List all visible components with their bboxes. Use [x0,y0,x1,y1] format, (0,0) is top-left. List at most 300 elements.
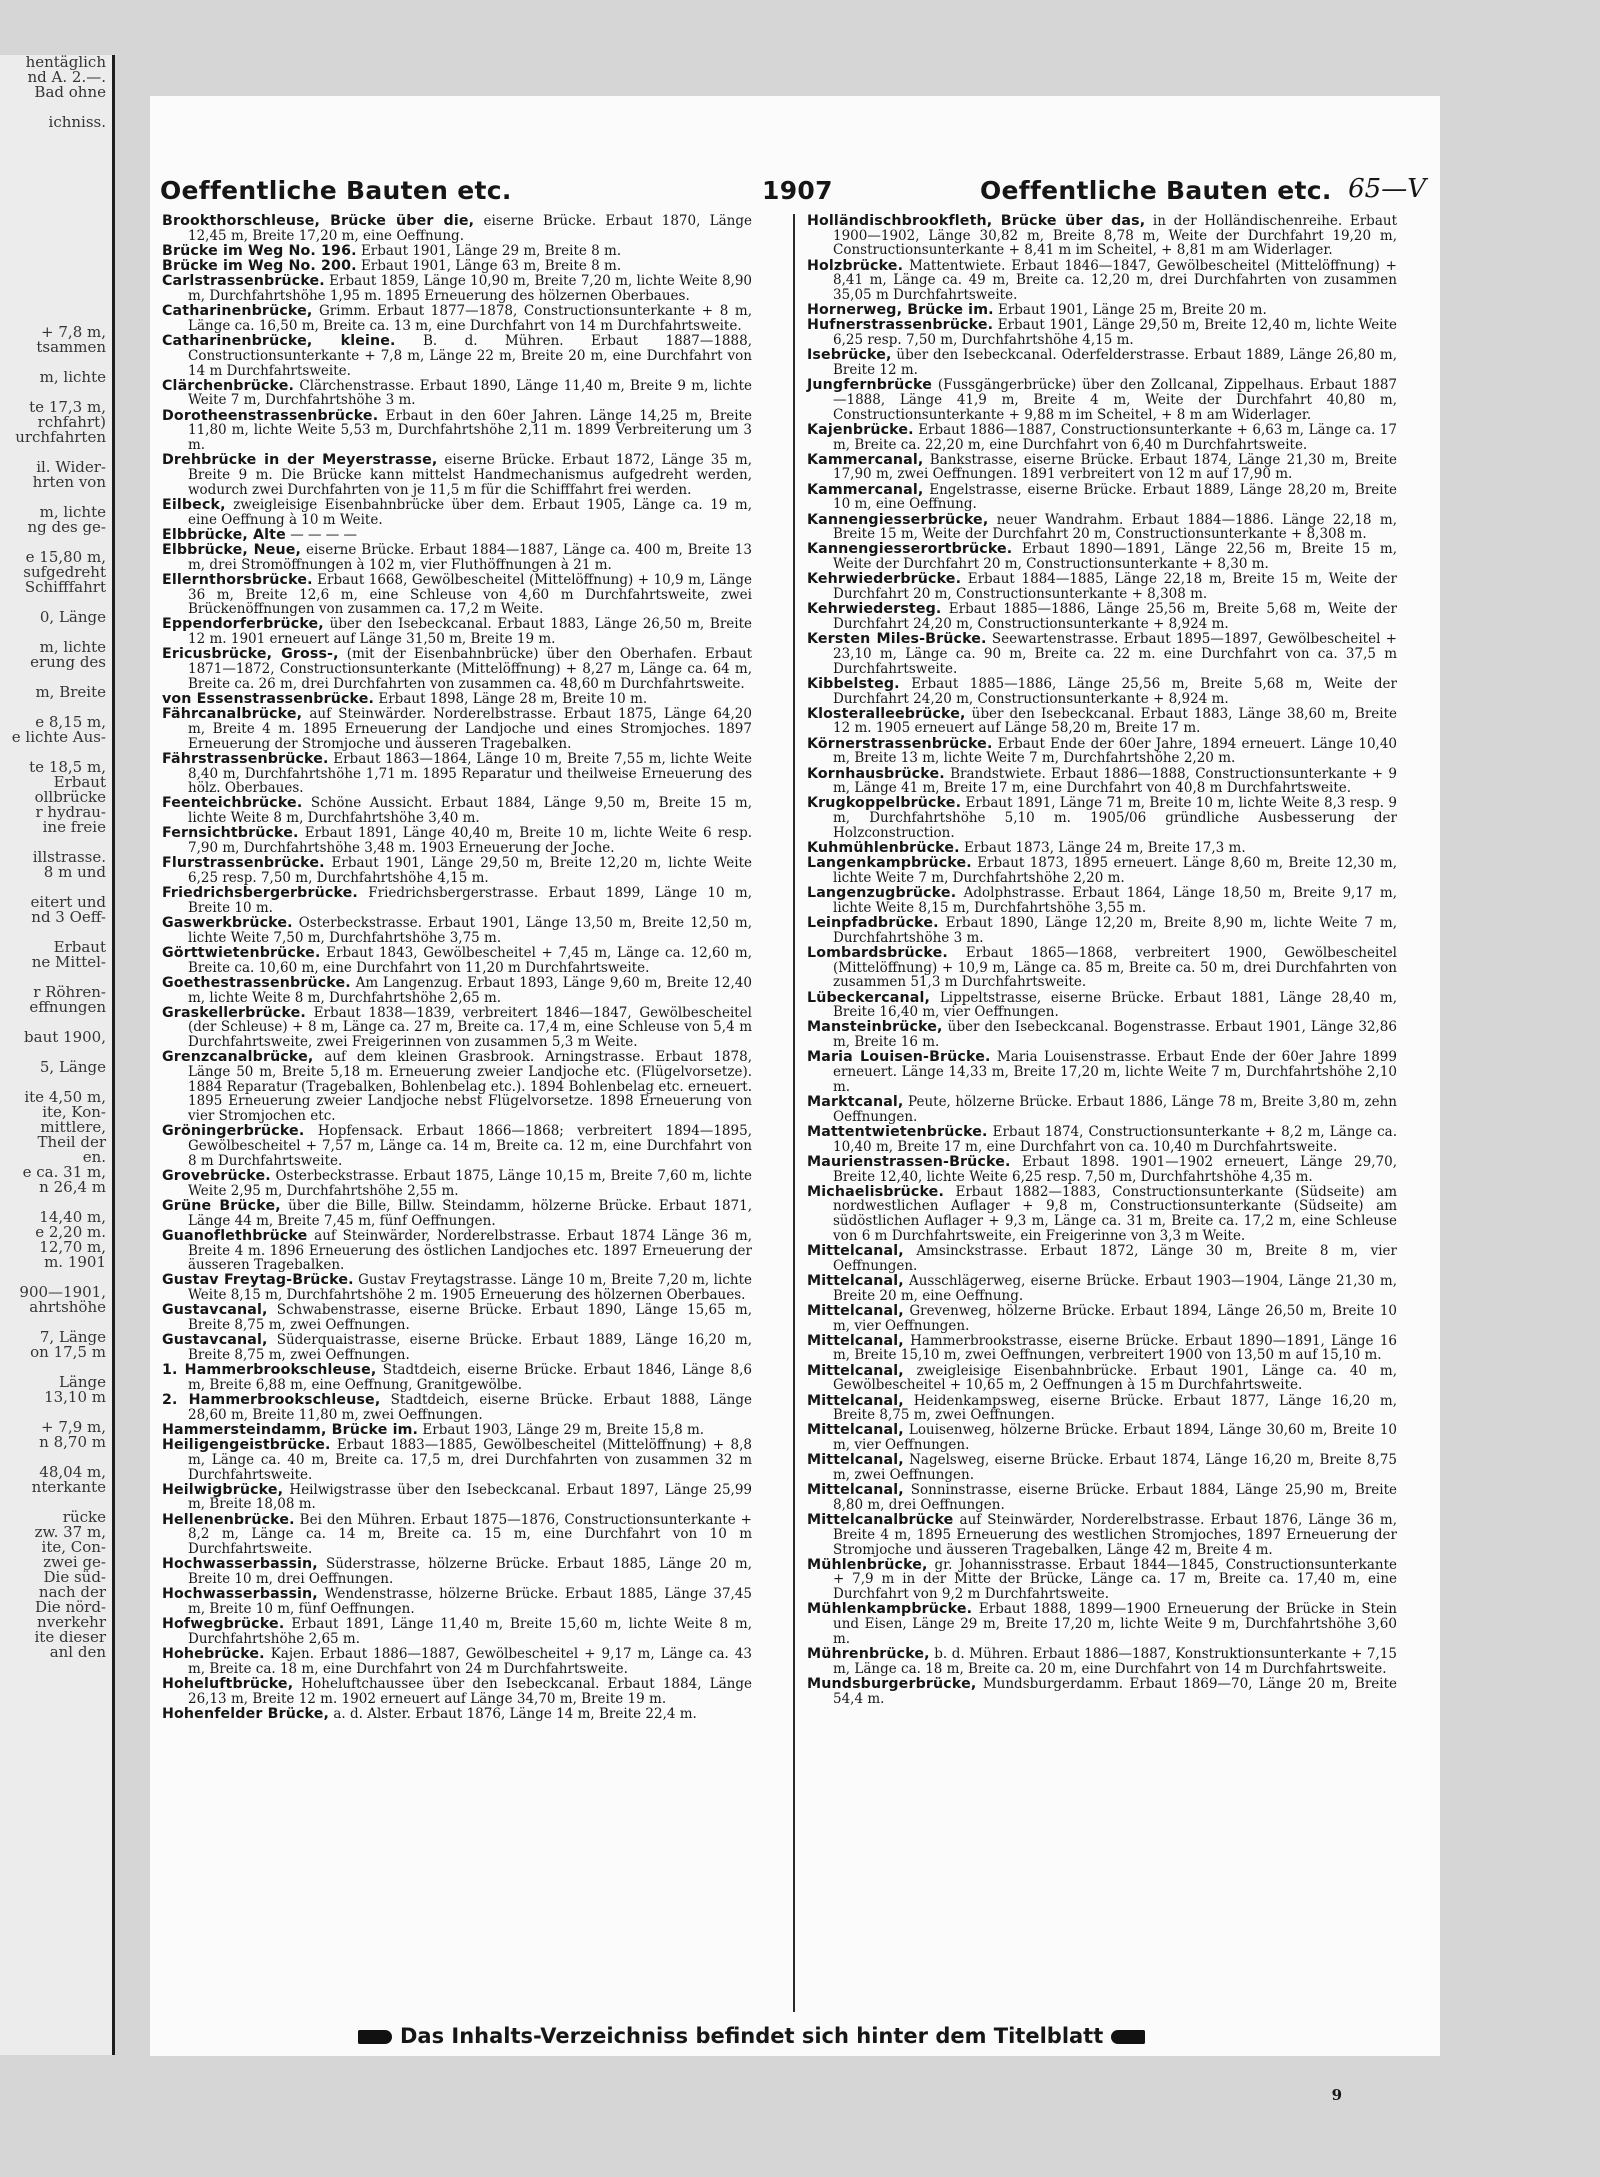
entry-name: Brücke im Weg No. 196. [162,242,357,259]
entry-text: Grevenweg, hölzerne Brücke. Erbaut 1894, Länge 26,50 m, Breite 10 m, vier Oeffnungen. [833,1302,1397,1334]
entry-text: Erbaut 1882—1883, Constructionsunterkante (Südseite) am nordwestlichen Auflager + 9,8 m, Constructionsunterkante (Südseite) am südöstlichen Auflager + 9,3 m, Länge ca. 31 m, Breite ca. 17,2 m, eine Schleuse von 6 m Durchfahrtsweite, ein Freigerinne von 3,3 m Weite. [833,1183,1397,1244]
edge-line: e 2,20 m. [35,1223,106,1241]
entry-text: über den Isebeckcanal. Erbaut 1883, Länge 38,60 m, Breite 12 m. 1905 erneuert auf Länge 58,20 m, Breite 17 m. [833,705,1397,737]
entry-text: Erbaut 1898. 1901—1902 erneuert, Länge 29,70, Breite 12,40, lichte Weite 6,25 resp. 7,50 m, Durchfahrtshöhe 4,35 m. [833,1153,1397,1185]
entry [807,259,1397,303]
entry [807,1050,1397,1094]
entry [807,856,1397,885]
entry [162,1677,752,1706]
edge-line [0,160,112,175]
entry [807,453,1397,482]
entry-text: über den Isebeckcanal. Erbaut 1883, Länge 26,50 m, Breite 12 m. 1901 erneuert auf Länge 31,50 m, Breite 19 m. [188,616,752,648]
entry-text: Osterbeckstrasse. Erbaut 1901, Länge 13,50 m, Breite 12,50 m, lichte Weite 7,50 m, Durchfahrtshöhe 3,75 m. [188,915,752,946]
entry-name: Elbbrücke, Neue, [162,541,302,558]
entry [162,379,752,408]
entry [162,498,752,527]
edge-line: illstrasse. [32,848,106,866]
year-heading: 1907 [762,176,833,205]
edge-line: hentäglich [25,55,106,71]
entry-name: Holzbrücke. [807,257,904,274]
entry [162,1513,752,1557]
entry [807,796,1397,840]
edge-line: zw. 37 m, [34,1523,106,1541]
entry-text: Erbaut 1891, Länge 11,40 m, Breite 15,60 m, lichte Weite 8 m, Durchfahrtshöhe 2,65 m. [188,1616,752,1647]
entry [807,1185,1397,1244]
document-page [150,96,1440,2104]
edge-line [0,235,112,250]
entry-text: Erbaut 1891, Länge 71 m, Breite 10 m, lichte Weite 8,3 resp. 9 m, Durchfahrtshöhe 5,10 m. 1905/06 gründliche Ausbesserung der Holzconstruction. [833,795,1397,841]
entry [807,572,1397,601]
column-divider [793,214,795,2012]
signature-mark: 9 [1331,2086,1342,2104]
entry-text: Erbaut 1843, Gewölbescheitel + 7,45 m, Länge ca. 12,60 m, Breite ca. 10,60 m, eine Durchfahrt von 11,20 m Durchfahrtsweite. [188,944,752,976]
entry-text: Erbaut 1885—1886, Länge 25,56 m, Breite 5,68 m, Weite der Durchfahrt 24,20 m, Constructionsunterkante + 8,924 m. [833,601,1398,632]
entry-name: Fernsichtbrücke. [162,825,299,842]
entry-text: Heilwigstrasse über den Isebeckcanal. Erbaut 1897, Länge 25,99 m, Breite 18,08 m. [188,1481,753,1513]
edge-line: ollbrücke [34,788,106,806]
edge-line: m, lichte [39,638,106,656]
entry [162,692,752,707]
entry-name: Hellenenbrücke. [162,1511,295,1528]
edge-line: eitert und [30,893,106,911]
entry-name: Holländischbrookfleth, Brücke über das, [807,213,1146,229]
edge-line [0,265,112,280]
entry-text: Seewartenstrasse. Erbaut 1895—1897, Gewölbescheitel + 23,10 m, Länge ca. 90 m, Breite ca. 22 m. eine Durchfahrt von ca. 37,5 m Durchfahrtsweite. [833,631,1397,677]
entry-name: Hufnerstrassenbrücke. [807,317,994,334]
edge-line: ite, Kon- [42,1103,106,1121]
entry-text: Schwabenstrasse, eiserne Brücke. Erbaut 1890, Länge 15,65 m, Breite 8,75 m, zwei Oeffnungen. [188,1302,753,1334]
entry-name: Catharinenbrücke, kleine. [162,333,396,350]
entry [162,796,752,825]
entry [162,573,752,617]
entry [162,1483,752,1512]
entry [162,1273,752,1302]
entry [807,1483,1397,1512]
entry-name: Krugkoppelbrücke. [807,795,962,812]
entry-text: Nagelsweg, eiserne Brücke. Erbaut 1874, Länge 16,20 m, Breite 8,75 m, zwei Oeffnungen. [833,1452,1397,1484]
entry [162,856,752,885]
edge-line: hrten von [32,473,106,491]
edge-line: en. [82,1148,106,1166]
edge-line [0,175,112,190]
entry-text: Stadtdeich, eiserne Brücke. Erbaut 1888, Länge 28,60 m, Breite 11,80 m, zwei Oeffnungen. [188,1392,752,1423]
entry-name: Kammercanal, [807,451,924,468]
entry [162,1647,752,1676]
entry-name: Maurienstrassen-Brücke. [807,1153,1011,1170]
entry [807,1095,1397,1124]
entry [807,1558,1397,1602]
edge-line [0,250,112,265]
entry-text: Brandstwiete. Erbaut 1886—1888, Constructionsunterkante + 9 m, Länge 41 m, Breite 17 m, eine Durchfahrt von 40,8 m Durchfahrtsweite. [833,765,1397,797]
edge-line: Die süd- [43,1568,106,1586]
left-column [162,214,752,1722]
edge-line: 900—1901, [19,1283,106,1301]
entry-text: Erbaut 1890—1891, Länge 22,56 m, Breite 15 m, Weite der Durchfahrt 20 m, Constructionsunterkante + 8,30 m. [833,541,1397,573]
entry-name: Catharinenbrücke, [162,303,313,320]
entry-name: Kehrwiedersteg. [807,601,942,618]
edge-line [0,190,112,205]
entry-name: Lombardsbrücke. [807,944,948,961]
entry-text: Gustav Freytagstrasse. Länge 10 m, Breite 7,20 m, lichte Weite 8,15 m, Durchfahrtshöhe 2 m. 1905 Erneuerung des hölzernen Oberbaues. [188,1272,752,1304]
entry [162,1707,752,1722]
entry-name: Hohenfelder Brücke, [162,1705,330,1722]
edge-line: mittlere, [40,1118,106,1136]
edge-line: + 7,9 m, [41,1418,106,1436]
entry-name: Mührenbrücke, [807,1646,930,1662]
entry-name: Mundsburgerbrücke, [807,1675,977,1692]
entry [162,1557,752,1586]
entry [807,1513,1397,1557]
entry-name: Guanoflethbrücke [162,1227,308,1244]
entry-text: zweigleisige Eisenbahnbrücke über dem. Erbaut 1905, Länge ca. 19 m, eine Oeffnung à 10 m Weite. [188,496,752,528]
entry-text: Erbaut 1668, Gewölbescheitel (Mittelöffnung) + 10,9 m, Länge 36 m, Breite 12,6 m, eine Schleuse von 4,60 m Durchfahrtsweite, zwei Brückenöffnungen von zusammen ca. 17,2 m Weite. [188,571,753,618]
entry-name: Hornerweg, Brücke im. [807,302,994,319]
entry [807,1125,1397,1154]
entry-name: Hammersteindamm, Brücke im. [162,1421,419,1438]
edge-line: sufgedreht [23,563,106,581]
edge-line: on 17,5 m [30,1343,106,1361]
previous-page-edge [0,55,115,2055]
entry-name: Gröningerbrücke. [162,1123,305,1140]
entry [162,1199,752,1228]
edge-line: + 7,8 m, [41,323,106,341]
entry-name: Mittelcanal, [807,1392,904,1409]
entry-name: Gustavcanal, [162,1332,268,1349]
entry-name: Mittelcanal, [807,1422,904,1439]
entry-name: Grenzcanalbrücke, [162,1049,314,1066]
entry-text: Erbaut 1891, Länge 40,40 m, Breite 10 m, lichte Weite 6 resp. 7,90 m, Durchfahrtshöhe 3,48 m. 1903 Erneuerung der Joche. [188,825,753,857]
entry-text: — — — — [290,526,358,543]
entry [807,378,1397,422]
edge-line: m, Breite [35,683,106,701]
entry-text: B. d. Mühren. Erbaut 1887—1888, Constructionsunterkante + 7,8 m, Länge 22 m, Breite 20 m, eine Durchfahrt von 14 m Durchfahrtsweite. [188,333,752,379]
entry-name: Mansteinbrücke, [807,1019,943,1036]
entry-text: Erbaut 1901, Länge 25 m, Breite 20 m. [997,302,1267,319]
entry-text: Erbaut 1888, 1899—1900 Erneuerung der Brücke in Stein und Eisen, Länge 29 m, Breite 17,20 m, lichte Weite 9 m, Durchfahrtshöhe 3,60 m. [833,1601,1398,1647]
edge-line: nd A. 2.—. [27,68,106,86]
entry-text: Erbaut 1865—1868, verbreitert 1900, Gewölbescheitel (Mittelöffnung) + 10,9 m, Länge ca. 85 m, Breite ca. 50 m, drei Durchfahrten von zusammen 51,3 m Durchfahrtsweite. [833,944,1397,991]
entry-name: Mittelcanal, [807,1302,904,1319]
entry-name: Mittelcanal, [807,1362,904,1379]
entry-name: Hofwegbrücke. [162,1616,285,1633]
edge-line: r Röhren- [33,983,106,1001]
entry-text: Stadtdeich, eiserne Brücke. Erbaut 1846, Länge 8,6 m, Breite 6,88 m, eine Oeffnung, Granitgewölbe. [188,1362,752,1393]
entry [807,303,1397,318]
pointing-hand-icon [1111,2030,1145,2044]
entry-text: Erbaut 1859, Länge 10,90 m, Breite 7,20 m, lichte Weite 8,90 m, Durchfahrtshöhe 1,95 m. 1895 Erneuerung des hölzernen Oberbaues. [188,273,753,305]
entry-text: Süderstrasse, hölzerne Brücke. Erbaut 1885, Länge 20 m, Breite 10 m, drei Oeffnungen. [188,1556,753,1587]
entry [807,707,1397,736]
entry-name: Leinpfadbrücke. [807,915,939,932]
edge-line: Die nörd- [34,1598,106,1616]
entry-name: Görttwietenbrücke. [162,944,321,961]
entry-text: Mattentwiete. Erbaut 1846—1847, Gewölbescheitel (Mittelöffnung) + 8,41 m, Länge ca. 49 m, Breite ca. 12,20 m, drei Durchfahrten von zusammen 35,05 m Durchfahrtsweite. [833,257,1397,304]
entry-text: Mundsburgerdamm. Erbaut 1869—70, Länge 20 m, Breite 54,4 m. [833,1675,1397,1707]
entry [807,1020,1397,1049]
entry-text: Sonninstrasse, eiserne Brücke. Erbaut 1884, Länge 25,90 m, Breite 8,80 m, drei Oeffnungen. [833,1482,1397,1513]
entry-name: Mittelcanal, [807,1332,904,1349]
edge-line: anl den [49,1643,106,1661]
entry-name: Kajenbrücke. [807,421,914,438]
edge-line: e ca. 31 m, [22,1163,106,1181]
edge-line: ng des ge- [27,518,106,536]
entry-name: Dorotheenstrassenbrücke. [162,407,379,424]
entry-text: Hammerbrookstrasse, eiserne Brücke. Erbaut 1890—1891, Länge 16 m, Breite 15,10 m, zwei Oeffnungen, verbreitert 1900 von 13,50 m auf 15,10 m. [833,1332,1397,1364]
entry [162,976,752,1005]
entry-text: Osterbeckstrasse. Erbaut 1875, Länge 10,15 m, Breite 7,60 m, lichte Weite 2,95 m, Durchfahrtshöhe 2,55 m. [188,1168,753,1199]
edge-line: ite, Con- [41,1538,106,1556]
entry-name: Kersten Miles-Brücke. [807,631,987,648]
entry-name: Kibbelsteg. [807,675,900,692]
entry [807,916,1397,945]
edge-line: ite dieser [34,1628,106,1646]
entry-name: Graskellerbrücke. [162,1004,306,1021]
edge-line: Erbaut [53,773,106,791]
entry [807,483,1397,512]
entry [807,1647,1397,1676]
edge-line: 7, Länge [39,1328,106,1346]
entry [162,259,752,274]
edge-line: m. 1901 [44,1253,106,1271]
entry [807,1453,1397,1482]
entry-text: Bankstrasse, eiserne Brücke. Erbaut 1874, Länge 21,30 m, Breite 17,90 m, zwei Oeffnungen. 1891 verbreitert von 12 m auf 17,90 m. [833,451,1398,483]
running-head-right: Oeffentliche Bauten etc. [980,176,1332,205]
edge-line: m, lichte [39,368,106,386]
entry-text: Erbaut 1883—1885, Gewölbescheitel (Mittelöffnung) + 8,8 m, Länge ca. 40 m, Breite ca. 17,5 m, drei Durchfahrten von zusammen 32 m Durchfahrtsweite. [188,1437,752,1483]
edge-line: Schifffahrt [24,578,106,596]
entry-text: auf Steinwärder. Norderelbstrasse. Erbaut 1875, Länge 64,20 m, Breite 4 m. 1895 Erneuerung der Landjoche und eines Stromjoches. 1897 Erneuerung der Stromjoche und äusseren Tragebalken. [188,706,752,752]
edge-line: e lichte Aus- [11,728,106,746]
entry [807,1155,1397,1184]
edge-line: ite 4,50 m, [24,1088,106,1106]
entry-text: auf Steinwärder, Norderelbstrasse. Erbaut 1876, Länge 36 m, Breite 4 m, 1895 Erneuerung des westlichen Stromjoches, 1897 Erneuerung der Stromjoche und äusseren Tragebalken, Länge 42 m, Breite 4 m. [833,1512,1398,1558]
edge-line: ahrtshöhe [29,1298,106,1316]
edge-line [0,130,112,145]
entry-text: zweigleisige Eisenbahnbrücke. Erbaut 1901, Länge ca. 40 m, Gewölbescheitel + 10,65 m, 2 Oeffnungen à 15 m Durchfahrtsweite. [833,1362,1398,1394]
entry-name: Grüne Brücke, [162,1197,281,1214]
entry-text: auf dem kleinen Grasbrook. Arningstrasse. Erbaut 1878, Länge 50 m, Breite 5,18 m. Erneuerung zweier Landjoche etc. (Flügelvorsetze). 1884 Reparatur (Tragebalken, Bohlenbelag etc.). 1894 Bohlenbelag etc. erneuert. 1895 Erneuerung zweier Landjoche nebst Flügelvorsetze. 1898 Erneuerung von vier Stromjochen etc. [188,1049,752,1125]
edge-line: r hydrau- [35,803,106,821]
entry-name: Kannengiesserbrücke, [807,511,989,528]
entry-text: in der Holländischenreihe. Erbaut 1900—1902, Länge 30,82 m, Breite 8,78 m, Weite der Durchfahrt 19,20 m, Constructionsunterkante + 8,41 m im Scheitel, + 8,81 m am Widerlager. [833,213,1397,259]
edge-line: 14,40 m, [39,1208,106,1226]
edge-line: Erbaut [53,938,106,956]
entry [162,617,752,646]
entry [807,737,1397,766]
entry [162,886,752,915]
entry [807,1274,1397,1303]
entry-text: Peute, hölzerne Brücke. Erbaut 1886, Länge 78 m, Breite 3,80 m, zehn Oeffnungen. [833,1093,1398,1125]
entry [807,946,1397,990]
entry-text: Erbaut 1901, Länge 29,50 m, Breite 12,20 m, lichte Weite 6,25 resp. 7,50 m, Durchfahrtshöhe 4,15 m. [188,855,752,886]
edge-line [0,220,112,235]
entry-name: Goethestrassenbrücke. [162,974,351,991]
entry [807,991,1397,1020]
edge-line: baut 1900, [24,1028,106,1046]
entry-name: Hochwasserbassin, [162,1556,318,1573]
entry-text: Lippeltstrasse, eiserne Brücke. Erbaut 1881, Länge 28,40 m, Breite 16,40 m, vier Oeffnungen. [833,989,1397,1021]
entry [162,1333,752,1362]
entry [807,1244,1397,1273]
entry [162,1363,752,1392]
edge-line: ine freie [42,818,106,836]
edge-line: e 8,15 m, [35,713,106,731]
edge-line: 0, Länge [39,608,106,626]
edge-line: erung des [30,653,106,671]
edge-line: nterkante [31,1478,106,1496]
entry-name: Langenzugbrücke. [807,885,957,902]
entry [807,841,1397,856]
entry-text: Hopfensack. Erbaut 1866—1868; verbreitert 1894—1895, Gewölbescheitel + 7,57 m, Länge ca. 14 m, Breite ca. 12 m, eine Durchfahrt von 8 m Durchfahrtsweite. [188,1123,752,1169]
edge-line: e 15,80 m, [25,548,106,566]
entry-name: Hochwasserbassin, [162,1586,318,1603]
edge-line: m, lichte [39,503,106,521]
entry-text: Erbaut 1886—1887, Constructionsunterkante + 6,63 m, Länge ca. 17 m, Breite ca. 22,20 m, eine Durchfahrt von 6,40 m Durchfahrtsweite. [833,421,1397,453]
edge-line: nach der [38,1583,106,1601]
entry-name: Feenteichbrücke. [162,795,303,812]
entry-name: Elbbrücke, Alte [162,526,286,543]
edge-line: 12,70 m, [39,1238,106,1256]
edge-line: 5, Länge [39,1058,106,1076]
entry-name: Mittelcanal, [807,1482,904,1499]
entry-name: Mühlenkampbrücke. [807,1601,973,1618]
entry-name: Kuhmühlenbrücke. [807,840,960,857]
edge-line: n 8,70 m [39,1433,106,1451]
entry-name: Eilbeck, [162,496,226,513]
entry-name: Kannengiesserortbrücke. [807,541,1013,558]
entry-text: über die Bille, Billw. Steindamm, hölzerne Brücke. Erbaut 1871, Länge 44 m, Breite 7,45 m, fünf Oeffnungen. [188,1197,753,1229]
edge-line: urchfahrten [15,428,106,446]
entry [807,677,1397,706]
entry [162,1006,752,1050]
entry-name: 2. Hammerbrookschleuse, [162,1392,381,1409]
entry-text: Erbaut 1898, Länge 28 m, Breite 10 m. [378,691,648,707]
entry-name: Kehrwiederbrücke. [807,571,962,588]
entry [807,214,1397,258]
entry [162,244,752,259]
entry-text: (mit der Eisenbahnbrücke) über den Oberhafen. Erbaut 1871—1872, Constructionsunterkante (Mittelöffnung) + 8,27 m, Länge ca. 64 m, Breite ca. 26 m, drei Durchfahrten von zusammen ca. 48,60 m Durchfahrtsweite. [188,646,752,692]
entry-text: Hoheluftchaussee über den Isebeckcanal. Erbaut 1884, Länge 26,13 m, Breite 12 m. 1902 erneuert auf Länge 34,70 m, Breite 19 m. [188,1675,752,1707]
edge-line: n 26,4 m [39,1178,106,1196]
entry-name: Marktcanal, [807,1093,904,1110]
entry [162,647,752,691]
entry [162,752,752,796]
entry [162,1393,752,1422]
edge-line: il. Wider- [36,458,106,476]
entry-name: Maria Louisen-Brücke. [807,1049,991,1066]
entry-text: Erbaut 1884—1885, Länge 22,18 m, Breite 15 m, Weite der Durchfahrt 20 m, Constructionsunterkante + 8,308 m. [833,571,1397,603]
entry-text: Kajen. Erbaut 1886—1887, Gewölbescheitel + 9,17 m, Länge ca. 43 m, Breite ca. 18 m, eine Durchfahrt von 24 m Durchfahrtsweite. [188,1646,752,1677]
page-number: 65—V [1348,174,1426,204]
entry [162,453,752,497]
entry-name: Hohebrücke. [162,1646,265,1662]
entry [162,946,752,975]
entry-name: Körnerstrassenbrücke. [807,735,993,752]
entry [162,214,752,243]
entry [807,1423,1397,1452]
entry-name: 1. Hammerbrookschleuse, [162,1362,377,1379]
entry-name: Langenkampbrücke. [807,855,972,872]
entry [162,826,752,855]
edge-line [0,145,112,160]
entry [162,1050,752,1124]
entry-text: b. d. Mühren. Erbaut 1886—1887, Konstruktionsunterkante + 7,15 m, Länge ca. 18 m, Breite ca. 20 m, eine Durchfahrt von 14 m Durchfahrtsweite. [833,1646,1397,1677]
entry-name: Heiligengeistbrücke. [162,1437,331,1454]
entry [807,1602,1397,1646]
entry [162,1423,752,1438]
entry-text: Erbaut Ende der 60er Jahre, 1894 erneuert. Länge 10,40 m, Breite 13 m, lichte Weite 7 m, Durchfahrtshöhe 2,20 m. [833,735,1398,767]
entry-text: Friedrichsbergerstrasse. Erbaut 1899, Länge 10 m, Breite 10 m. [188,885,752,916]
edge-line: 8 m und [43,863,106,881]
entry-text: Erbaut 1890, Länge 12,20 m, Breite 8,90 m, lichte Weite 7 m, Durchfahrtshöhe 3 m. [833,915,1398,946]
entry-text: eiserne Brücke. Erbaut 1884—1887, Länge ca. 400 m, Breite 13 m, drei Stromöffnungen à 102 m, vier Fluthöffnungen à 21 m. [188,541,752,573]
edge-line: nverkehr [37,1613,106,1631]
entry-name: Mattentwietenbrücke. [807,1123,988,1140]
entry-name: Flurstrassenbrücke. [162,855,325,872]
entry-name: Fährstrassenbrücke. [162,750,329,767]
entry [162,1587,752,1616]
entry-name: Kammercanal, [807,481,924,498]
entry-name: Brookthorschleuse, Brücke über die, [162,213,475,229]
running-head-left: Oeffentliche Bauten etc. [160,176,512,205]
edge-line: 13,10 m [44,1388,106,1406]
footer-note [350,2024,1153,2048]
entry [162,334,752,378]
entry-text: über den Isebeckcanal. Oderfelderstrasse. Erbaut 1889, Länge 26,80 m, Breite 12 m. [833,347,1397,379]
entry [162,1438,752,1482]
entry-name: Fährcanalbrücke, [162,706,303,723]
entry-name: Brücke im Weg No. 200. [162,258,357,275]
entry-text: Heidenkampsweg, eiserne Brücke. Erbaut 1877, Länge 16,20 m, Breite 8,75 m, zwei Oeffnungen. [833,1392,1397,1424]
entry-text: Bei den Mühren. Erbaut 1875—1876, Constructionsunterkante + 8,2 m, Länge ca. 14 m, Breite ca. 15 m, eine Durchfahrt von 10 m Durchfahrtsweite. [188,1511,752,1558]
entry-name: Gaswerkbrücke. [162,915,293,932]
entry [162,1169,752,1198]
edge-line [0,205,112,220]
entry-text: Ausschlägerweg, eiserne Brücke. Erbaut 1903—1904, Länge 21,30 m, Breite 20 m, eine Oeffnung. [833,1272,1397,1304]
entry [162,274,752,303]
entry-name: Mittelcanal, [807,1272,904,1289]
entry-name: Carlstrassenbrücke. [162,273,325,290]
entry-name: Jungfernbrücke [807,377,932,394]
entry-name: Drehbrücke in der Meyerstrasse, [162,452,438,469]
entry-text: Am Langenzug. Erbaut 1893, Länge 9,60 m, Breite 12,40 m, lichte Weite 8 m, Durchfahrtshöhe 2,65 m. [188,974,752,1006]
entry [807,348,1397,377]
entry [162,1617,752,1646]
entry-text: eiserne Brücke. Erbaut 1870, Länge 12,45 m, Breite 17,20 m, eine Oeffnung. [188,213,752,244]
entry-name: Gustavcanal, [162,1302,268,1319]
entry-name: Isebrücke, [807,347,892,364]
edge-line: tsammen [36,338,106,356]
entry-name: Mühlenbrücke, [807,1556,928,1573]
entry-text: Erbaut 1903, Länge 29 m, Breite 15,8 m. [422,1421,705,1438]
entry [807,632,1397,676]
entry [807,1304,1397,1333]
entry-text: Erbaut 1874, Constructionsunterkante + 8,2 m, Länge ca. 10,40 m, Breite 17 m, eine Durchfahrt von ca. 10,40 m Durchfahrtsweite. [833,1123,1397,1155]
edge-line: ichniss. [48,113,106,131]
edge-line: ne Mittel- [31,953,106,971]
entry-text: a. d. Alster. Erbaut 1876, Länge 14 m, Breite 22,4 m. [333,1705,697,1722]
entry-text: Süderquaistrasse, eiserne Brücke. Erbaut 1889, Länge 16,20 m, Breite 8,75 m, zwei Oeffnungen. [188,1332,752,1363]
entry-text: neuer Wandrahm. Erbaut 1884—1886. Länge 22,18 m, Breite 15 m, Weite der Durchfahrt 20 m, Constructionsunterkante + 8,308 m. [833,511,1397,543]
entry-text: eiserne Brücke. Erbaut 1872, Länge 35 m, Breite 9 m. Die Brücke kann mittelst Handmechanismus aufgedreht werden, wodurch zwei Durchfahrten von je 11,5 m für die Schifffahrt frei werden. [188,452,752,498]
edge-line: effnungen [29,998,106,1016]
entry-name: Friedrichsbergerbrücke. [162,885,358,902]
edge-line [0,295,112,310]
entry-text: auf Steinwärder, Norderelbstrasse. Erbaut 1874 Länge 36 m, Breite 4 m. 1896 Erneuerung des östlichen Landjoches etc. 1897 Erneuerung der äusseren Tragebalken. [188,1227,753,1274]
entry-name: Mittelcanalbrücke [807,1512,954,1529]
entry-name: Grovebrücke. [162,1168,271,1184]
edge-line: Theil der [37,1133,106,1151]
